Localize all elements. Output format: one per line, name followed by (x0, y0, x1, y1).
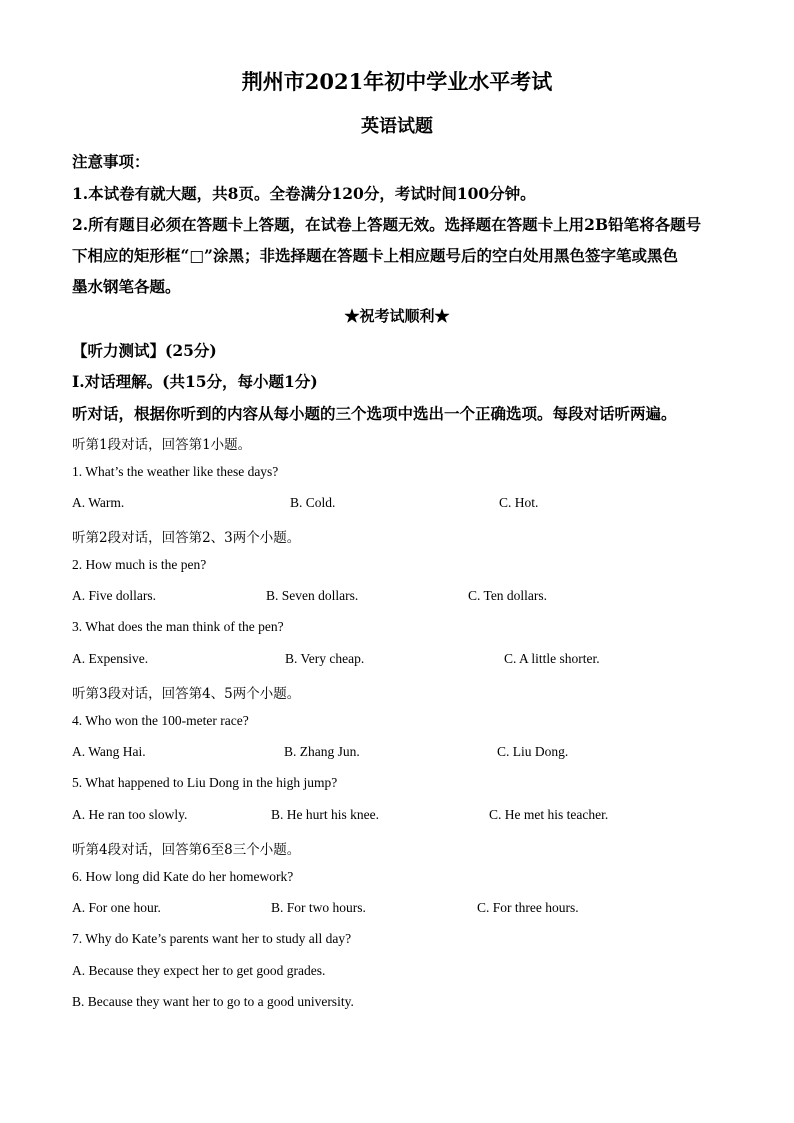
dialog-4-prompt: 听第4段对话，回答第6至8三个小题。 (72, 842, 301, 858)
dialog-2-prompt: 听第2段对话，回答第2、3两个小题。 (72, 530, 301, 546)
question-2-option-c: C. Ten dollars. (468, 588, 548, 603)
question-1-option-c: C. Hot. (499, 495, 539, 510)
question-3-option-b: B. Very cheap. (285, 651, 365, 666)
notes-item-2-line-1: 2.所有题目必须在答题卡上答题，在试卷上答题无效。选择题在答题卡上用2B铅笔将各题号 (72, 215, 702, 234)
notes-item-2-line-2: 下相应的矩形框“□”涂黑；非选择题在答题卡上相应题号后的空白处用黑色签字笔或黑色 (72, 246, 678, 265)
question-4-option-c: C. Liu Dong. (497, 744, 569, 759)
section-listening-heading: 【听力测试】(25分) (72, 341, 217, 360)
question-6-stem: 6. How long did Kate do her homework? (72, 869, 294, 884)
exam-subtitle: 英语试题 (361, 116, 433, 137)
question-3-option-c: C. A little shorter. (504, 651, 600, 666)
part1-heading: Ⅰ.对话理解。(共15分，每小题1分) (72, 372, 318, 391)
question-5-option-c: C. He met his teacher. (489, 807, 609, 822)
question-3-stem: 3. What does the man think of the pen? (72, 619, 284, 634)
question-1-stem: 1. What’s the weather like these days? (72, 464, 279, 479)
question-6-option-b: B. For two hours. (271, 900, 366, 915)
question-3-option-a: A. Expensive. (72, 651, 149, 666)
question-4-option-a: A. Wang Hai. (72, 744, 146, 759)
notes-item-2-line-3: 墨水钢笔各题。 (72, 277, 181, 296)
question-7-option-b: B. Because they want her to go to a good university. (72, 994, 354, 1009)
question-4-option-b: B. Zhang Jun. (284, 744, 360, 759)
question-1-option-b: B. Cold. (290, 495, 336, 510)
question-7-option-a: A. Because they expect her to get good grades. (72, 963, 326, 978)
question-6-option-c: C. For three hours. (477, 900, 579, 915)
question-2-option-b: B. Seven dollars. (266, 588, 359, 603)
dialog-1-prompt: 听第1段对话，回答第1小题。 (72, 437, 252, 453)
question-7-stem: 7. Why do Kate’s parents want her to study all day? (72, 931, 352, 946)
question-1-option-a: A. Warm. (72, 495, 125, 510)
question-2-option-a: A. Five dollars. (72, 588, 156, 603)
good-luck-banner: ★祝考试顺利★ (344, 307, 450, 325)
question-5-option-b: B. He hurt his knee. (271, 807, 379, 822)
question-6-option-a: A. For one hour. (72, 900, 161, 915)
exam-title: 荆州市2021年初中学业水平考试 (241, 69, 553, 94)
question-2-stem: 2. How much is the pen? (72, 557, 207, 572)
part1-instruction: 听对话，根据你听到的内容从每小题的三个选项中选出一个正确选项。每段对话听两遍。 (72, 404, 677, 423)
dialog-3-prompt: 听第3段对话，回答第4、5两个小题。 (72, 686, 301, 702)
question-4-stem: 4. Who won the 100-meter race? (72, 713, 249, 728)
question-5-stem: 5. What happened to Liu Dong in the high jump? (72, 775, 338, 790)
question-5-option-a: A. He ran too slowly. (72, 807, 188, 822)
notes-heading: 注意事项： (72, 152, 150, 171)
notes-item-1: 1.本试卷有就大题，共8页。全卷满分120分，考试时间100分钟。 (72, 184, 536, 203)
